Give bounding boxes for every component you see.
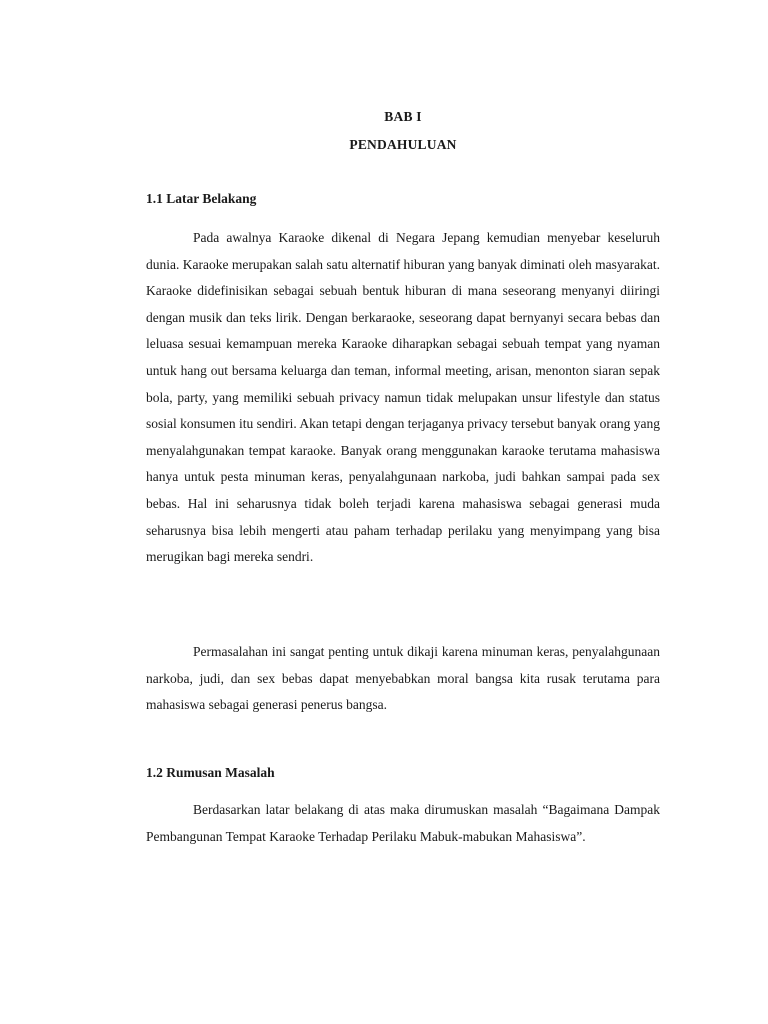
paragraph-latar-belakang-1: Pada awalnya Karaoke dikenal di Negara Jepang kemudian menyebar keseluruh dunia. Karaoke merupakan salah satu alternatif hiburan yang banyak diminati oleh masyarakat. Karaoke didefinisikan sebagai sebuah bentuk hiburan di mana seseorang menyanyi diiringi dengan musik dan teks lirik. Dengan berkaraoke, seseorang dapat bernyanyi secara bebas dan leluasa sesuai kemampuan mereka Karaoke diharapkan sebagai sebuah tempat yang nyaman untuk hang out bersama keluarga dan teman, informal meeting, arisan, menonton siaran sepak bola, party, yang memiliki sebuah privacy namun tidak melupakan unsur lifestyle dan status sosial konsumen itu sendiri. Akan tetapi dengan terjaganya privacy tersebut banyak orang yang menyalahgunakan tempat karaoke. Banyak orang menggunakan karaoke terutama mahasiswa hanya untuk pesta minuman keras, penyalahgunaan narkoba, judi bahkan sampai pada sex bebas. Hal ini seharusnya tidak boleh terjadi karena mahasiswa sebagai generasi muda seharusnya bisa lebih mengerti atau paham terhadap perilaku yang menyimpang yang bisa merugikan bagi mereka sendri. xyxy=(146,230,660,565)
section-heading-rumusan-masalah: 1.2 Rumusan Masalah xyxy=(146,765,275,780)
chapter-title: PENDAHULUAN xyxy=(349,137,457,152)
chapter-number: BAB I xyxy=(384,109,422,124)
paragraph-latar-belakang-2: Permasalahan ini sangat penting untuk dikaji karena minuman keras, penyalahgunaan narkoba, judi, dan sex bebas dapat menyebabkan moral bangsa kita rusak terutama para mahasiswa sebagai generasi penerus bangsa. xyxy=(146,644,660,713)
paragraph-rumusan-masalah-1: Berdasarkan latar belakang di atas maka dirumuskan masalah “Bagaimana Dampak Pembangunan Tempat Karaoke Terhadap Perilaku Mabuk-mabukan Mahasiswa”. xyxy=(146,802,660,844)
section-heading-latar-belakang: 1.1 Latar Belakang xyxy=(146,191,257,206)
